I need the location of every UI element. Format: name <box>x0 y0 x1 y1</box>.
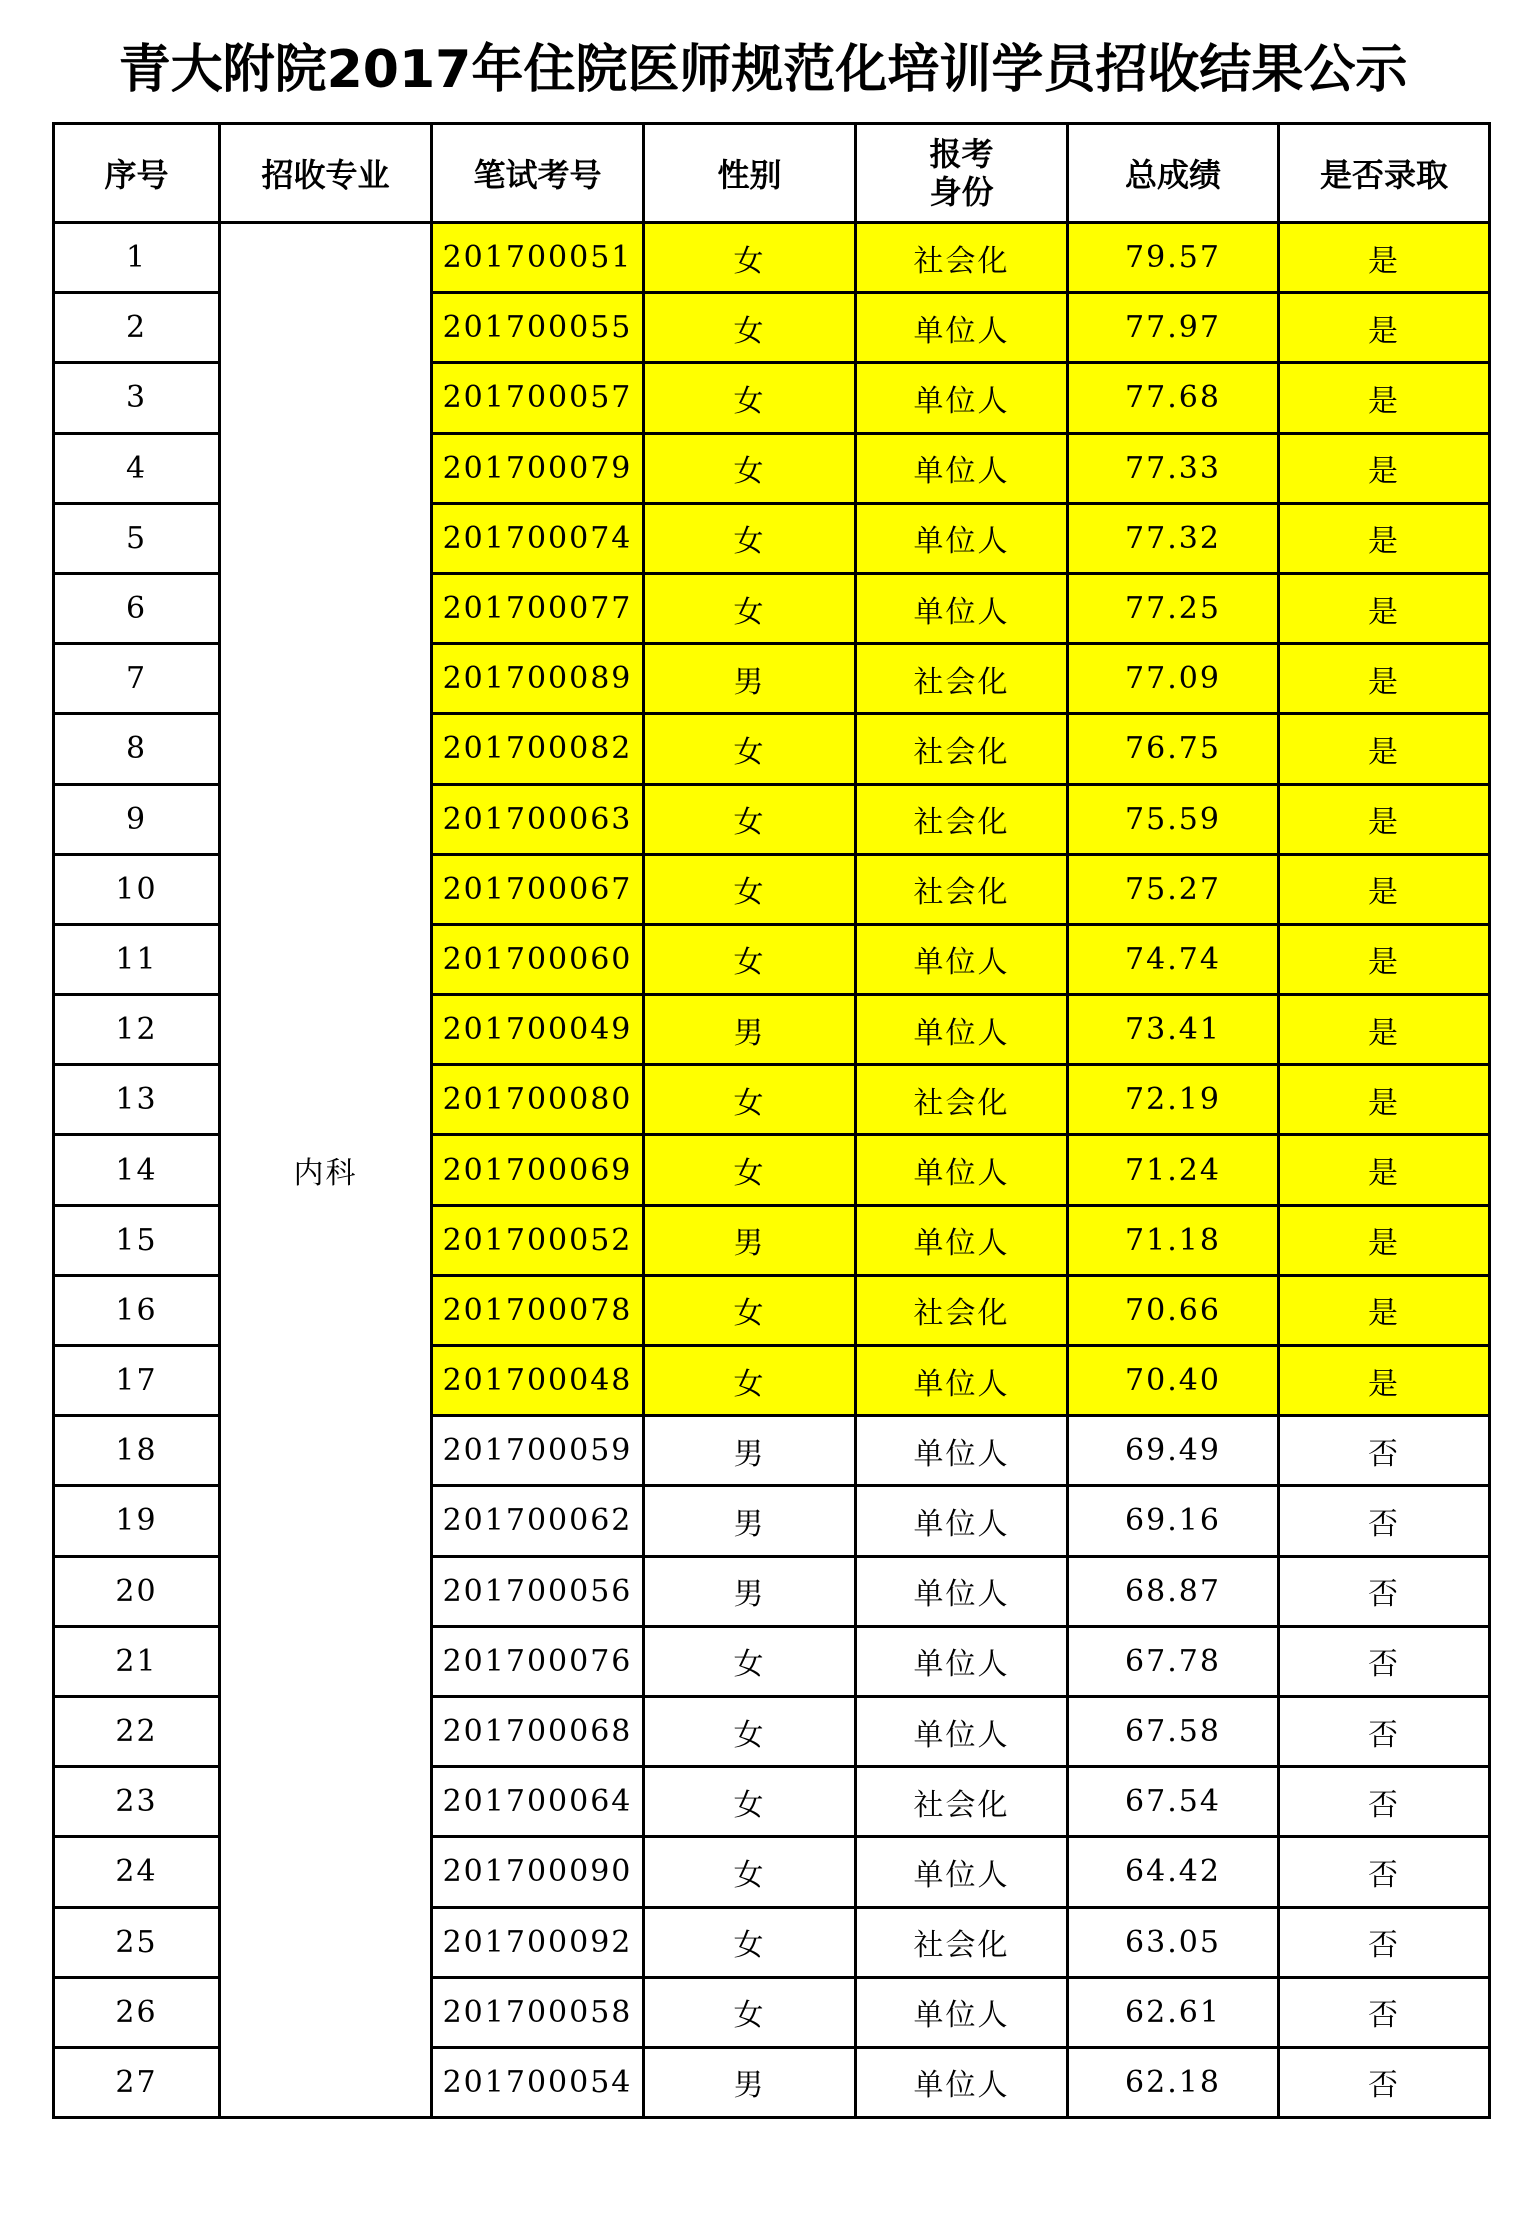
cell-score: 67.58 <box>1068 1696 1279 1766</box>
cell-exam-no: 201700080 <box>432 1065 644 1135</box>
cell-exam-no: 201700049 <box>432 995 644 1065</box>
cell-admitted: 否 <box>1279 1626 1490 1696</box>
cell-seq: 9 <box>54 784 220 854</box>
cell-gender: 男 <box>644 1486 856 1556</box>
cell-admitted: 是 <box>1279 1065 1490 1135</box>
cell-seq: 27 <box>54 2047 220 2117</box>
cell-gender: 女 <box>644 784 856 854</box>
cell-exam-no: 201700089 <box>432 644 644 714</box>
cell-seq: 8 <box>54 714 220 784</box>
page-title: 青大附院2017年住院医师规范化培训学员招收结果公示 <box>118 40 1408 100</box>
cell-score: 77.32 <box>1068 503 1279 573</box>
cell-seq: 2 <box>54 293 220 363</box>
cell-score: 76.75 <box>1068 714 1279 784</box>
cell-admitted: 是 <box>1279 363 1490 433</box>
cell-gender: 女 <box>644 363 856 433</box>
cell-exam-no: 201700074 <box>432 503 644 573</box>
cell-score: 62.18 <box>1068 2047 1279 2117</box>
cell-seq: 18 <box>54 1416 220 1486</box>
cell-score: 71.18 <box>1068 1205 1279 1275</box>
cell-gender: 女 <box>644 1275 856 1345</box>
cell-admitted: 是 <box>1279 1275 1490 1345</box>
cell-gender: 男 <box>644 995 856 1065</box>
cell-identity: 社会化 <box>856 1767 1068 1837</box>
cell-score: 69.49 <box>1068 1416 1279 1486</box>
cell-identity: 社会化 <box>856 644 1068 714</box>
table-header <box>54 124 1490 223</box>
cell-gender: 女 <box>644 1696 856 1766</box>
cell-score: 70.40 <box>1068 1346 1279 1416</box>
cell-admitted: 是 <box>1279 503 1490 573</box>
cell-exam-no: 201700078 <box>432 1275 644 1345</box>
cell-gender: 女 <box>644 433 856 503</box>
cell-admitted: 是 <box>1279 995 1490 1065</box>
cell-seq: 1 <box>54 223 220 293</box>
cell-score: 73.41 <box>1068 995 1279 1065</box>
header-identity-line1: 报考 <box>929 135 994 173</box>
cell-exam-no: 201700067 <box>432 854 644 924</box>
cell-identity: 社会化 <box>856 784 1068 854</box>
cell-major: 内科 <box>220 223 432 2118</box>
cell-exam-no: 201700062 <box>432 1486 644 1556</box>
cell-gender: 女 <box>644 223 856 293</box>
cell-exam-no: 201700063 <box>432 784 644 854</box>
cell-score: 77.25 <box>1068 573 1279 643</box>
cell-seq: 3 <box>54 363 220 433</box>
header-seq: 序号 <box>54 124 220 223</box>
cell-seq: 22 <box>54 1696 220 1766</box>
cell-identity: 单位人 <box>856 924 1068 994</box>
cell-admitted: 是 <box>1279 784 1490 854</box>
cell-score: 74.74 <box>1068 924 1279 994</box>
cell-gender: 男 <box>644 1205 856 1275</box>
cell-seq: 20 <box>54 1556 220 1626</box>
cell-seq: 26 <box>54 1977 220 2047</box>
cell-gender: 女 <box>644 1977 856 2047</box>
cell-gender: 女 <box>644 1767 856 1837</box>
cell-exam-no: 201700059 <box>432 1416 644 1486</box>
cell-admitted: 否 <box>1279 1416 1490 1486</box>
cell-admitted: 否 <box>1279 1907 1490 1977</box>
cell-admitted: 否 <box>1279 1837 1490 1907</box>
cell-admitted: 否 <box>1279 2047 1490 2117</box>
cell-identity: 单位人 <box>856 1696 1068 1766</box>
cell-seq: 5 <box>54 503 220 573</box>
cell-identity: 单位人 <box>856 1977 1068 2047</box>
cell-admitted: 否 <box>1279 1696 1490 1766</box>
cell-admitted: 是 <box>1279 433 1490 503</box>
cell-identity: 单位人 <box>856 1837 1068 1907</box>
cell-admitted: 否 <box>1279 1486 1490 1556</box>
cell-admitted: 是 <box>1279 854 1490 924</box>
cell-score: 67.54 <box>1068 1767 1279 1837</box>
cell-identity: 单位人 <box>856 503 1068 573</box>
cell-gender: 女 <box>644 503 856 573</box>
cell-gender: 女 <box>644 1837 856 1907</box>
cell-identity: 单位人 <box>856 1135 1068 1205</box>
cell-gender: 女 <box>644 1135 856 1205</box>
cell-exam-no: 201700055 <box>432 293 644 363</box>
cell-seq: 4 <box>54 433 220 503</box>
cell-exam-no: 201700052 <box>432 1205 644 1275</box>
cell-admitted: 否 <box>1279 1977 1490 2047</box>
cell-exam-no: 201700092 <box>432 1907 644 1977</box>
cell-exam-no: 201700090 <box>432 1837 644 1907</box>
cell-score: 77.97 <box>1068 293 1279 363</box>
cell-gender: 女 <box>644 1626 856 1696</box>
cell-gender: 女 <box>644 293 856 363</box>
header-score: 总成绩 <box>1068 124 1279 223</box>
cell-score: 68.87 <box>1068 1556 1279 1626</box>
cell-score: 72.19 <box>1068 1065 1279 1135</box>
cell-identity: 单位人 <box>856 1346 1068 1416</box>
cell-seq: 14 <box>54 1135 220 1205</box>
cell-exam-no: 201700076 <box>432 1626 644 1696</box>
cell-score: 69.16 <box>1068 1486 1279 1556</box>
cell-score: 70.66 <box>1068 1275 1279 1345</box>
cell-seq: 17 <box>54 1346 220 1416</box>
cell-score: 62.61 <box>1068 1977 1279 2047</box>
cell-admitted: 是 <box>1279 644 1490 714</box>
cell-identity: 单位人 <box>856 573 1068 643</box>
cell-identity: 单位人 <box>856 1556 1068 1626</box>
cell-seq: 11 <box>54 924 220 994</box>
cell-score: 71.24 <box>1068 1135 1279 1205</box>
cell-seq: 16 <box>54 1275 220 1345</box>
cell-gender: 女 <box>644 1907 856 1977</box>
cell-identity: 单位人 <box>856 433 1068 503</box>
cell-score: 75.27 <box>1068 854 1279 924</box>
cell-admitted: 是 <box>1279 714 1490 784</box>
cell-seq: 19 <box>54 1486 220 1556</box>
table-row <box>54 223 1490 293</box>
cell-identity: 社会化 <box>856 1065 1068 1135</box>
cell-gender: 女 <box>644 1346 856 1416</box>
cell-gender: 男 <box>644 2047 856 2117</box>
header-identity <box>856 124 1068 223</box>
cell-exam-no: 201700079 <box>432 433 644 503</box>
cell-exam-no: 201700058 <box>432 1977 644 2047</box>
cell-seq: 7 <box>54 644 220 714</box>
cell-exam-no: 201700051 <box>432 223 644 293</box>
cell-gender: 男 <box>644 1416 856 1486</box>
cell-seq: 13 <box>54 1065 220 1135</box>
header-major: 招收专业 <box>220 124 432 223</box>
cell-identity: 单位人 <box>856 1626 1068 1696</box>
cell-exam-no: 201700048 <box>432 1346 644 1416</box>
cell-seq: 21 <box>54 1626 220 1696</box>
header-gender: 性别 <box>644 124 856 223</box>
header-admitted: 是否录取 <box>1279 124 1490 223</box>
admission-results-table <box>52 122 1491 2119</box>
cell-admitted: 是 <box>1279 223 1490 293</box>
cell-admitted: 是 <box>1279 1135 1490 1205</box>
cell-gender: 女 <box>644 854 856 924</box>
header-exam-no: 笔试考号 <box>432 124 644 223</box>
cell-identity: 单位人 <box>856 1486 1068 1556</box>
cell-exam-no: 201700082 <box>432 714 644 784</box>
cell-seq: 10 <box>54 854 220 924</box>
cell-seq: 15 <box>54 1205 220 1275</box>
cell-admitted: 是 <box>1279 1346 1490 1416</box>
cell-identity: 单位人 <box>856 995 1068 1065</box>
cell-seq: 12 <box>54 995 220 1065</box>
cell-score: 67.78 <box>1068 1626 1279 1696</box>
cell-identity: 社会化 <box>856 1907 1068 1977</box>
cell-exam-no: 201700064 <box>432 1767 644 1837</box>
cell-identity: 社会化 <box>856 223 1068 293</box>
cell-score: 63.05 <box>1068 1907 1279 1977</box>
cell-admitted: 否 <box>1279 1767 1490 1837</box>
header-row <box>54 124 1490 223</box>
cell-identity: 单位人 <box>856 293 1068 363</box>
cell-score: 64.42 <box>1068 1837 1279 1907</box>
cell-identity: 单位人 <box>856 363 1068 433</box>
cell-exam-no: 201700054 <box>432 2047 644 2117</box>
cell-admitted: 是 <box>1279 573 1490 643</box>
cell-identity: 社会化 <box>856 714 1068 784</box>
cell-seq: 24 <box>54 1837 220 1907</box>
cell-seq: 25 <box>54 1907 220 1977</box>
cell-identity: 单位人 <box>856 1205 1068 1275</box>
header-identity-line2: 身份 <box>929 173 994 211</box>
cell-gender: 女 <box>644 1065 856 1135</box>
table-body <box>54 223 1490 2118</box>
cell-score: 77.33 <box>1068 433 1279 503</box>
cell-score: 79.57 <box>1068 223 1279 293</box>
cell-score: 75.59 <box>1068 784 1279 854</box>
cell-admitted: 否 <box>1279 1556 1490 1626</box>
cell-exam-no: 201700068 <box>432 1696 644 1766</box>
cell-seq: 6 <box>54 573 220 643</box>
cell-gender: 男 <box>644 1556 856 1626</box>
cell-gender: 女 <box>644 714 856 784</box>
cell-gender: 女 <box>644 924 856 994</box>
cell-admitted: 是 <box>1279 924 1490 994</box>
cell-identity: 单位人 <box>856 1416 1068 1486</box>
cell-gender: 女 <box>644 573 856 643</box>
cell-exam-no: 201700057 <box>432 363 644 433</box>
cell-score: 77.09 <box>1068 644 1279 714</box>
cell-gender: 男 <box>644 644 856 714</box>
cell-admitted: 是 <box>1279 293 1490 363</box>
cell-identity: 社会化 <box>856 1275 1068 1345</box>
cell-exam-no: 201700077 <box>432 573 644 643</box>
cell-exam-no: 201700056 <box>432 1556 644 1626</box>
cell-exam-no: 201700069 <box>432 1135 644 1205</box>
cell-admitted: 是 <box>1279 1205 1490 1275</box>
cell-exam-no: 201700060 <box>432 924 644 994</box>
cell-identity: 单位人 <box>856 2047 1068 2117</box>
cell-seq: 23 <box>54 1767 220 1837</box>
cell-identity: 社会化 <box>856 854 1068 924</box>
cell-score: 77.68 <box>1068 363 1279 433</box>
